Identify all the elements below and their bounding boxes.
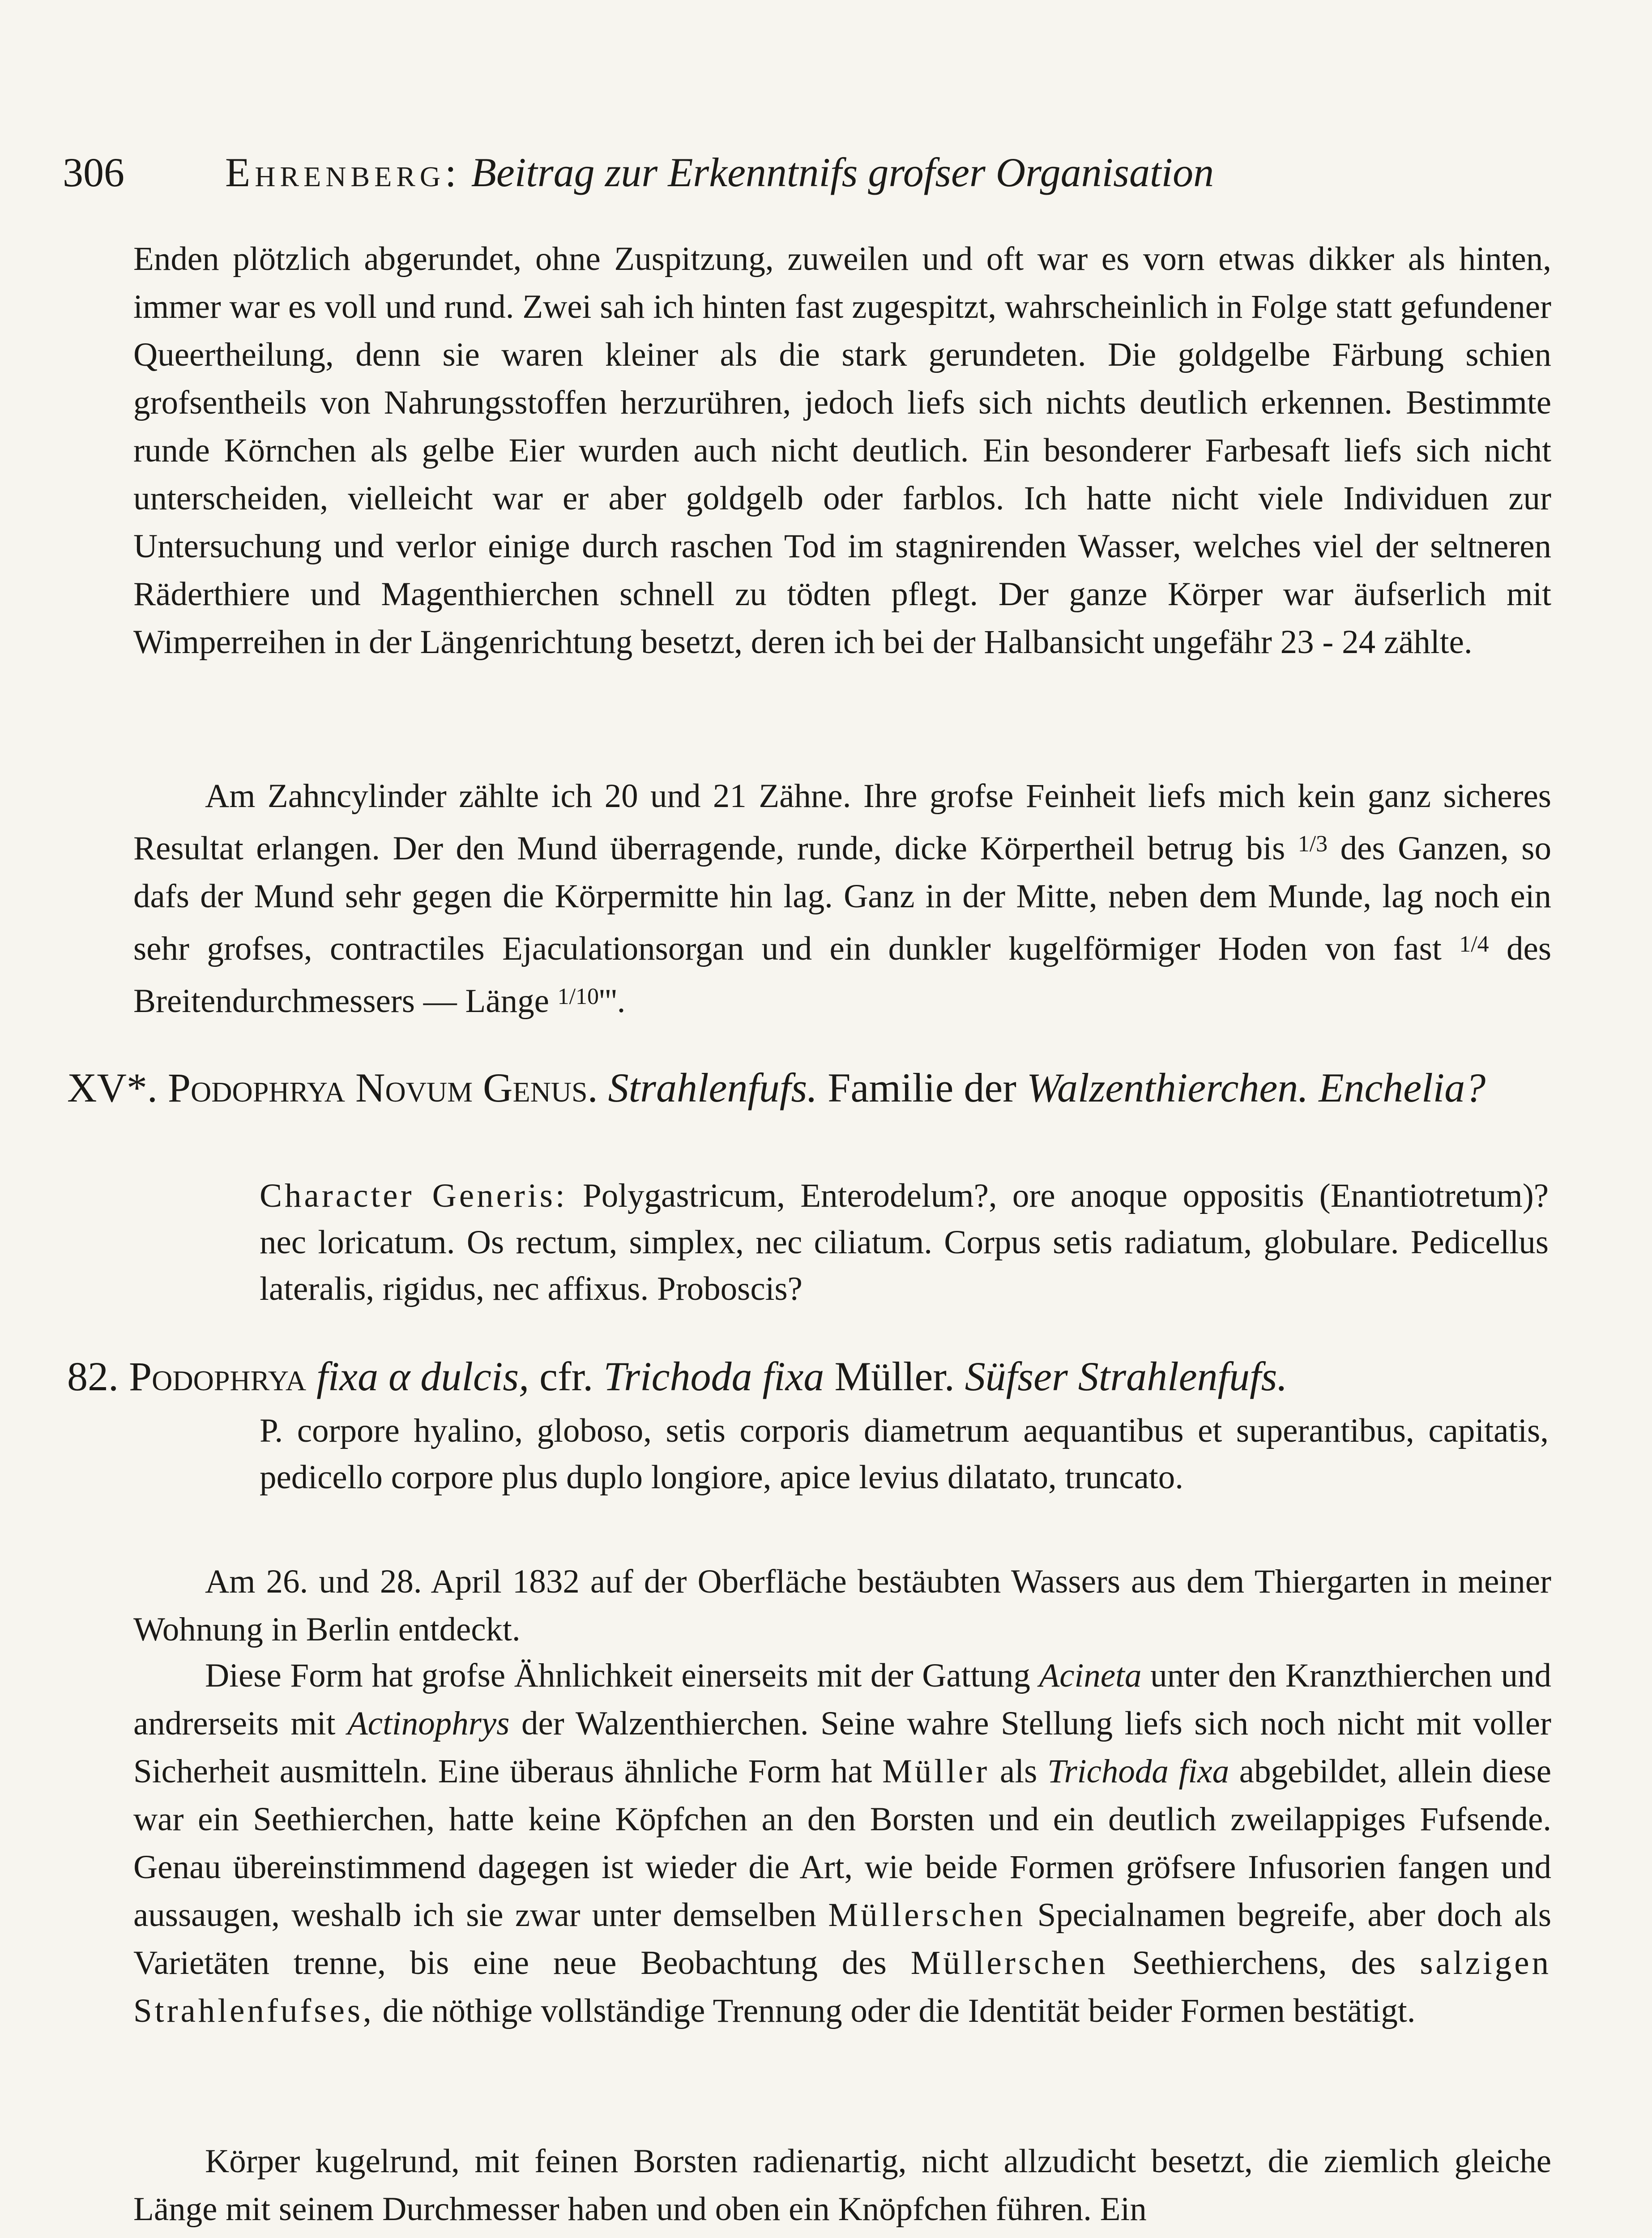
form-text-5: abgebildet, allein diese war ein Seethierchen, hatte keine Köpfchen an den Borsten und ein deutlich zweilappiges Fufsende. Genau übereinstimmend dagegen ist wieder die Art, wie beide Formen gröfsere Infusorien fangen und aussaugen, weshalb ich sie zwar unter demselben [133, 1753, 1552, 1934]
character-generis-text: Polygastricum, Enterodelum?, ore anoque oppositis (Enantiotretum)? nec loricatum. Os rectum, simplex, nec ciliatum. Corpus setis radiatum, globulare. Pedicellus lateralis, rigidus, nec affixus. Proboscis? [260, 1177, 1549, 1307]
form-text-4: als [999, 1753, 1037, 1790]
form-trichoda: Trichoda fixa [1047, 1753, 1229, 1790]
form-text-8: die nöthige vollständige Trennung oder die Identität beider Formen bestätigt. [382, 1992, 1416, 2029]
koerper-paragraph: Körper kugelrund, mit feinen Borsten radienartig, nicht allzudicht besetzt, die ziemlich gleiche Länge mit seinem Durchmesser haben und oben ein Knöpfchen führen. Ein [133, 2143, 1551, 2228]
species-heading [67, 1347, 1551, 1405]
form-salzigen: salzigen Strahlenfufses, [133, 1944, 1552, 2029]
species-number: 82. [67, 1354, 119, 1399]
header-title: Beitrag zur Erkenntnifs grofser Organisation [471, 149, 1214, 195]
form-mueller-1: Müller [882, 1753, 990, 1790]
genus-novum: Novum Genus. [355, 1065, 598, 1110]
genus-familie: Familie der [828, 1065, 1016, 1110]
fraction-one-quarter: 1/4 [1459, 931, 1489, 957]
species-name: fixa α dulcis, [316, 1354, 529, 1399]
zahn-text-1: Am Zahncylinder zählte ich 20 und 21 Zähne. Ihre grofse Feinheit liefs mich kein ganz sicheres Resultat erlangen. Der den Mund überragende, runde, dicke Körpertheil betrug bis [133, 777, 1551, 867]
page-number: 306 [63, 149, 124, 195]
genus-name: Podophrya [167, 1065, 346, 1110]
discovery-paragraph: Am 26. und 28. April 1832 auf der Oberfläche bestäubten Wassers aus dem Thiergarten in meiner Wohnung in Berlin entdeckt. [133, 1563, 1551, 1648]
zahn-text-3: des Breitendurchmessers — Länge [133, 930, 1552, 1020]
header-author: Ehrenberg: [225, 149, 461, 195]
genus-synonym: Enchelia? [1319, 1065, 1486, 1110]
form-text-3: der Walzenthierchen. Seine wahre Stellung liefs sich noch nicht mit voller Sicherheit ausmitteln. Eine überaus ähnliche Form hat [133, 1705, 1551, 1790]
species-compare: Trichoda fixa [603, 1354, 824, 1399]
species-genus: Podophrya [129, 1354, 307, 1399]
character-generis-label: Character Generis: [260, 1177, 568, 1214]
fraction-one-third: 1/3 [1298, 831, 1328, 857]
genus-heading [67, 1059, 1551, 1117]
species-german-name: Süfser Strahlenfufs. [965, 1354, 1288, 1399]
genus-numeral: XV*. [67, 1065, 158, 1110]
form-actinophrys: Actinophrys [347, 1705, 510, 1742]
species-diagnosis: P. corpore hyalino, globoso, setis corporis diametrum aequantibus et superantibus, capitatis, pedicello corpore plus duplo longiore, apice levius dilatato, truncato. [260, 1412, 1549, 1496]
form-text-7: Seethierchens, des [1132, 1944, 1396, 1982]
form-mueller-3: Müllerschen [910, 1944, 1108, 1982]
form-acineta: Acineta [1039, 1657, 1142, 1694]
species-cfr: cfr. [539, 1354, 593, 1399]
zahncylinder-paragraph [133, 772, 1551, 1025]
form-mueller-2: Müllerschen [828, 1896, 1026, 1934]
form-text-2: unter den Kranzthierchen und andrerseits mit [133, 1657, 1552, 1742]
zahn-text-4: '''. [599, 982, 626, 1020]
species-author: Müller. [834, 1354, 955, 1399]
form-paragraph [133, 1652, 1551, 2035]
character-generis [260, 1173, 1549, 1312]
form-text-1: Diese Form hat grofse Ähnlichkeit einerseits mit der Gattung [205, 1657, 1030, 1694]
fraction-one-tenth: 1/10 [557, 984, 599, 1009]
zahn-text-2: des Ganzen, so dafs der Mund sehr gegen die Körpermitte hin lag. Ganz in der Mitte, neben dem Munde, lag noch ein sehr grofses, contractiles Ejaculationsorgan und ein dunkler kugelförmiger Hoden von fast [133, 830, 1551, 967]
running-header [63, 145, 1405, 199]
form-text-6: Specialnamen begreife, aber doch als Varietäten trenne, bis eine neue Beobachtung des [133, 1896, 1552, 1982]
intro-paragraph: Enden plötzlich abgerundet, ohne Zuspitzung, zuweilen und oft war es vorn etwas dikker als hinten, immer war es voll und rund. Zwei sah ich hinten fast zugespitzt, wahrscheinlich in Folge statt gefundener Queertheilung, denn sie waren kleiner als die stark gerundeten. Die goldgelbe Färbung schien grofsentheils von Nahrungsstoffen herzurühren, jedoch liefs sich nichts deutlich erkennen. Bestimmte runde Körnchen als gelbe Eier wurden auch nicht deutlich. Ein besonderer Farbesaft liefs sich nicht unterscheiden, vielleicht war er aber goldgelb oder farblos. Ich hatte nicht viele Individuen zur Untersuchung und verlor einige durch raschen Tod im stagnirenden Wasser, welches viel der seltneren Räderthiere und Magenthierchen schnell zu tödten pflegt. Der ganze Körper war äufserlich mit Wimperreihen in der Längenrichtung besetzt, deren ich bei der Halbansicht ungefähr 23 - 24 zählte. [133, 240, 1551, 661]
genus-familie-name: Walzenthierchen. [1026, 1065, 1309, 1110]
genus-german-name: Strahlenfufs. [608, 1065, 818, 1110]
